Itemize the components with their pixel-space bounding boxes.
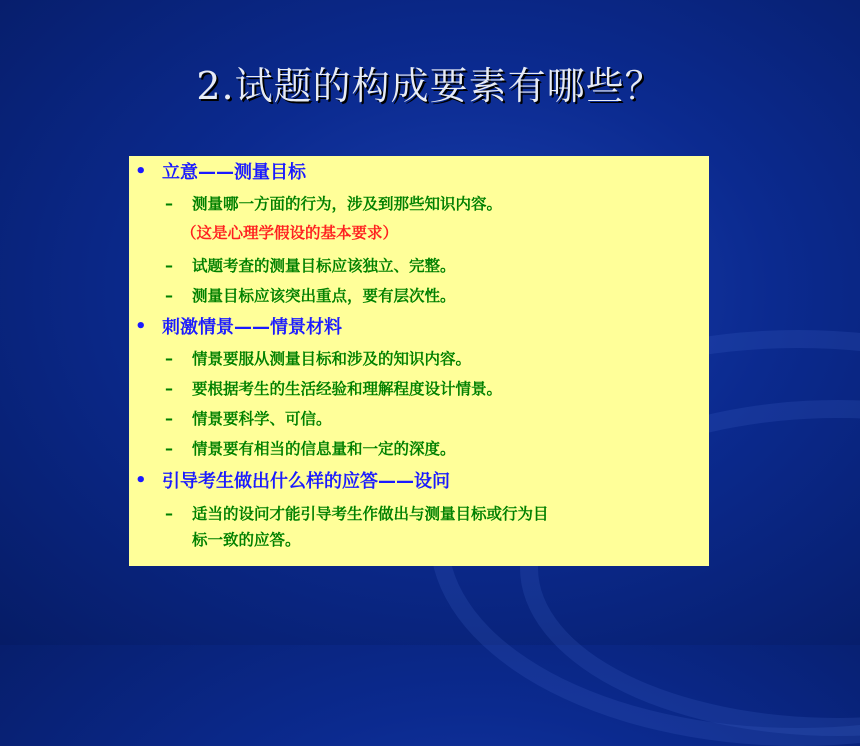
continuation-row [129,526,709,552]
sub-row [129,345,709,371]
bullet-marker: • [135,160,147,182]
sub-item-text: 适当的设问才能引导考生作做出与测量目标或行为目 [192,505,549,523]
sub-item-text: 情景要科学、可信。 [192,410,332,428]
sub-item-text: 测量目标应该突出重点，要有层次性。 [192,287,456,305]
dash-marker: – [165,408,173,428]
continuation-text: 标一致的应答。 [192,531,301,549]
sub-row [129,190,709,216]
heading-text: 引导考生做出什么样的应答——设问 [162,471,450,492]
heading-text: 刺激情景——情景材料 [162,317,342,338]
note-row [129,219,709,245]
sub-row [129,282,709,308]
bullet-row-lining [129,158,709,184]
sub-row [129,500,709,526]
dash-marker: – [165,285,173,305]
sub-item-text: 情景要有相当的信息量和一定的深度。 [192,440,456,458]
bullet-row [129,467,709,493]
sub-item-text: 试题考查的测量目标应该独立、完整。 [192,257,456,275]
dash-marker: – [165,255,173,275]
sub-item-text: 要根据考生的生活经验和理解程度设计情景。 [192,380,503,398]
dash-marker: – [165,348,173,368]
sub-row [129,375,709,401]
dash-marker: – [165,438,173,458]
sub-row [129,405,709,431]
bullet-marker: • [135,469,147,491]
dash-marker: – [165,193,173,213]
dash-marker: – [165,503,173,523]
sub-row [129,252,709,278]
bullet-marker: • [135,315,147,337]
bullet-row [129,313,709,339]
sub-item-text: 测量哪一方面的行为，涉及到那些知识内容。 [192,195,503,213]
slide-title: 2.试题的构成要素有哪些？ [196,64,664,108]
heading-lining: 立意——测量目标 [162,162,306,183]
red-note-text: （这是心理学假设的基本要求） [181,224,399,242]
sub-row [129,435,709,461]
content-list [129,156,709,566]
sub-item-text: 情景要服从测量目标和涉及的知识内容。 [192,350,472,368]
dash-marker: – [165,378,173,398]
